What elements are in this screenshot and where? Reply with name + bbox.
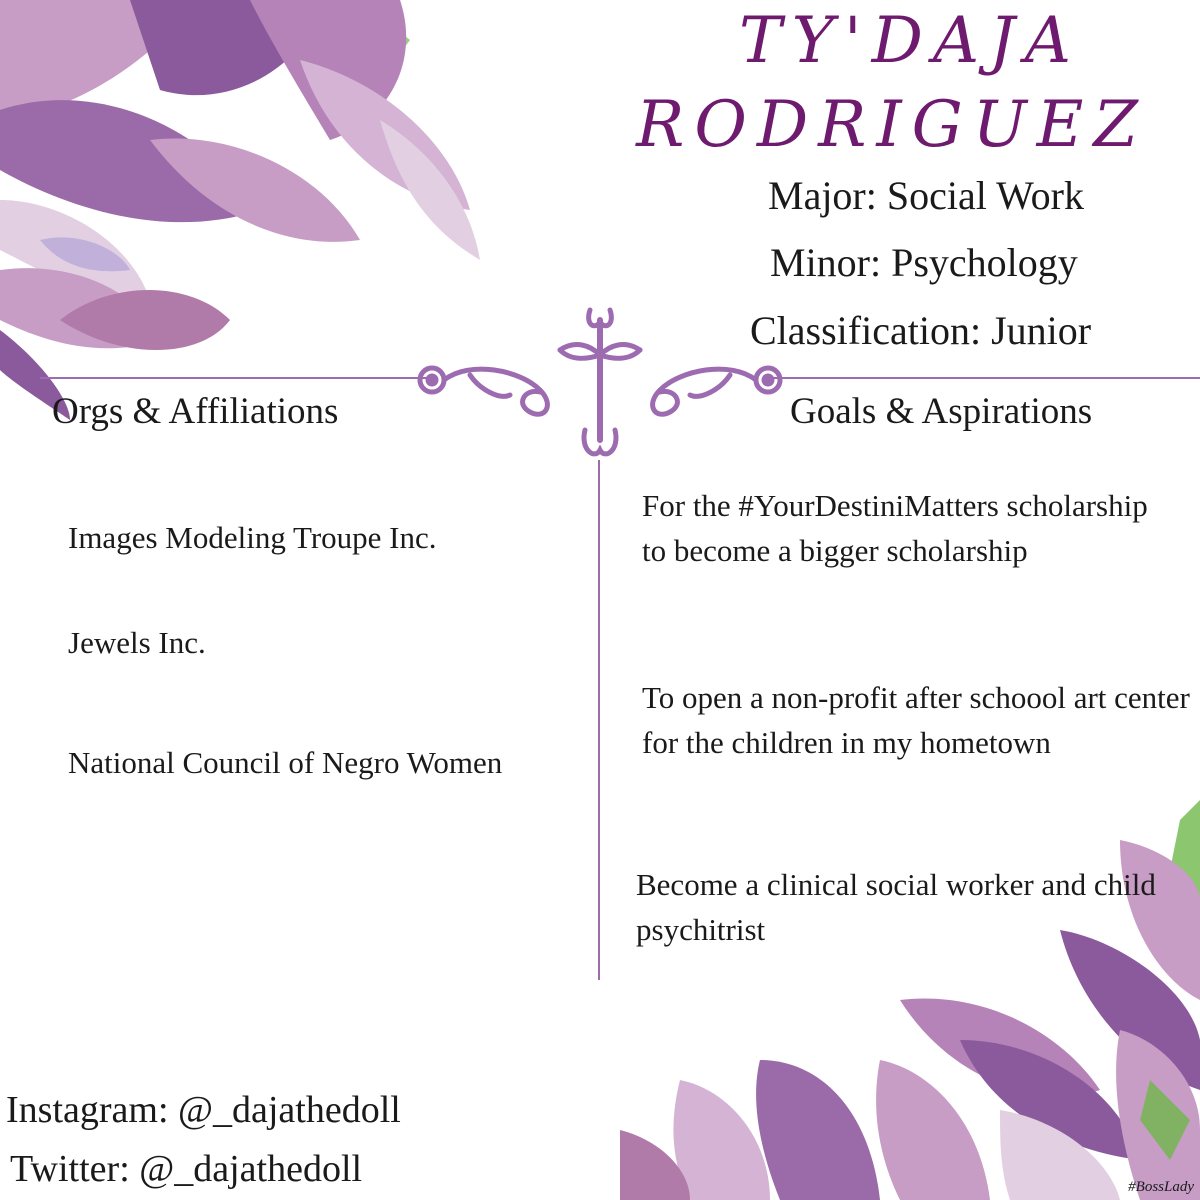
orgs-heading: Orgs & Affiliations <box>52 391 339 432</box>
goal-item: For the #YourDestiniMatters scholarship to become a bigger scholarship <box>642 488 1148 568</box>
goals-heading: Goals & Aspirations <box>790 391 1093 432</box>
goal-item: To open a non-profit after schoool art center for the children in my hometown <box>642 680 1190 760</box>
instagram-handle: Instagram: @_dajathedoll <box>6 1089 401 1131</box>
org-item: Jewels Inc. <box>68 625 206 660</box>
flower-decoration-icon <box>620 800 1200 1200</box>
column-divider <box>598 460 600 980</box>
org-item: Images Modeling Troupe Inc. <box>68 520 437 555</box>
name-line-last: RODRIGUEZ <box>636 88 1148 162</box>
minor-text: Minor: Psychology <box>770 240 1078 285</box>
name-line-first: TY'DAJA <box>739 4 1081 78</box>
major-text: Major: Social Work <box>768 173 1084 218</box>
hashtag-watermark: #BossLady <box>1128 1179 1194 1195</box>
classification-text: Classification: Junior <box>750 308 1092 353</box>
goal-item: Become a clinical social worker and child psychitrist <box>636 867 1156 947</box>
flourish-divider-icon <box>420 310 780 454</box>
twitter-handle: Twitter: @_dajathedoll <box>10 1148 363 1190</box>
org-item: National Council of Negro Women <box>68 745 503 780</box>
